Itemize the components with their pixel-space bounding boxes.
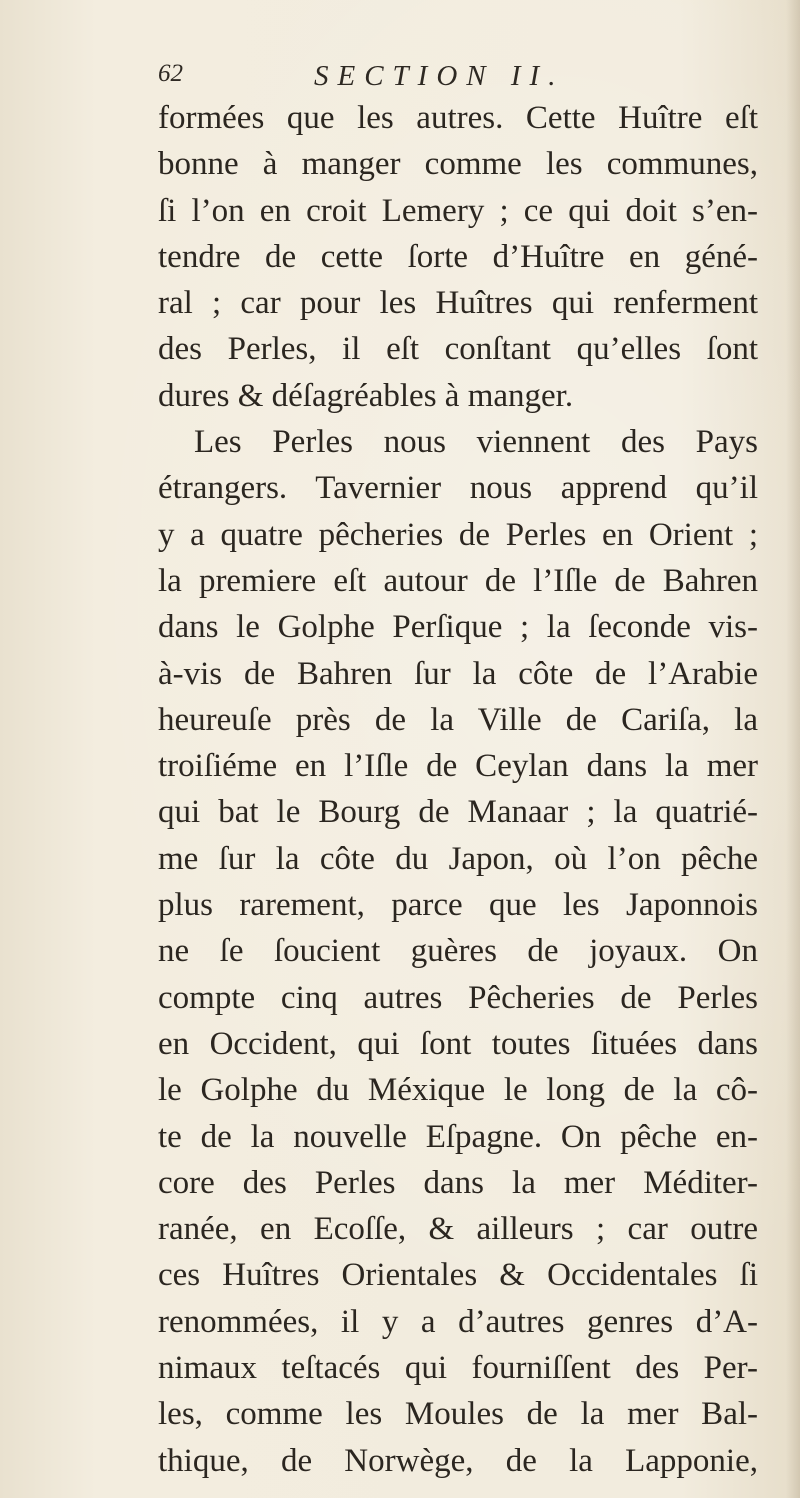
text-line: te de la nouvelle Eſpagne. On pêche en- — [158, 1118, 758, 1155]
text-line: à-vis de Bahren ſur la côte de l’Arabie — [158, 655, 758, 692]
text-line: tendre de cette ſorte d’Huître en géné- — [158, 238, 758, 275]
text-line: en Occident, qui ſont toutes ſituées dans — [158, 1025, 758, 1062]
page-number: 62 — [158, 60, 183, 87]
text-line: ranée, en Ecoſſe, & ailleurs ; car outre — [158, 1211, 758, 1248]
text-line: dures & déſagréables à manger. — [158, 377, 574, 414]
text-line: heureuſe près de la Ville de Cariſa, la — [158, 701, 758, 738]
text-line: ces Huîtres Orientales & Occidentales ſi — [158, 1257, 758, 1294]
text-line: plus rarement, parce que les Japonnois — [158, 887, 758, 924]
text-line: qui bat le Bourg de Manaar ; la quatrié- — [158, 794, 758, 831]
text-line: formées que les autres. Cette Huître eſt — [158, 100, 758, 136]
text-line: ne ſe ſoucient guères de joyaux. On — [158, 933, 758, 970]
text-line: dans le Golphe Perſique ; la ſeconde vis- — [158, 609, 758, 646]
text-line: étrangers. Tavernier nous apprend qu’il — [158, 470, 758, 507]
body-text — [158, 95, 758, 1484]
text-line: ſi l’on en croit Lemery ; ce qui doit s’en- — [158, 192, 758, 229]
paragraph-start-line: Les Perles nous viennent des Pays — [194, 424, 758, 461]
text-line: thique, de Norwège, de la Lapponie, — [158, 1442, 758, 1479]
text-line: renommées, il y a d’autres genres d’A- — [158, 1303, 758, 1340]
text-line: nimaux teſtacés qui fourniſſent des Per- — [158, 1350, 758, 1387]
text-line: le Golphe du Méxique le long de la cô- — [158, 1072, 758, 1109]
text-line: compte cinq autres Pêcheries de Perles — [158, 979, 758, 1016]
text-line: les, comme les Moules de la mer Bal- — [158, 1396, 758, 1433]
text-line: ral ; car pour les Huîtres qui renferment — [158, 285, 758, 322]
text-line: bonne à manger comme les communes, — [158, 146, 758, 183]
section-title: SECTION II. — [314, 60, 565, 92]
text-line: des Perles, il eſt conſtant qu’elles ſont — [158, 331, 758, 368]
text-line: troiſiéme en l’Iſle de Ceylan dans la mer — [158, 748, 758, 785]
text-line: core des Perles dans la mer Méditer- — [158, 1164, 758, 1201]
text-line: y a quatre pêcheries de Perles en Orient ; — [158, 516, 758, 553]
running-header — [158, 60, 758, 100]
page-edge-shadow — [786, 0, 800, 1498]
text-line: me ſur la côte du Japon, où l’on pêche — [158, 840, 758, 877]
text-line: la premiere eſt autour de l’Iſle de Bahren — [158, 562, 758, 599]
